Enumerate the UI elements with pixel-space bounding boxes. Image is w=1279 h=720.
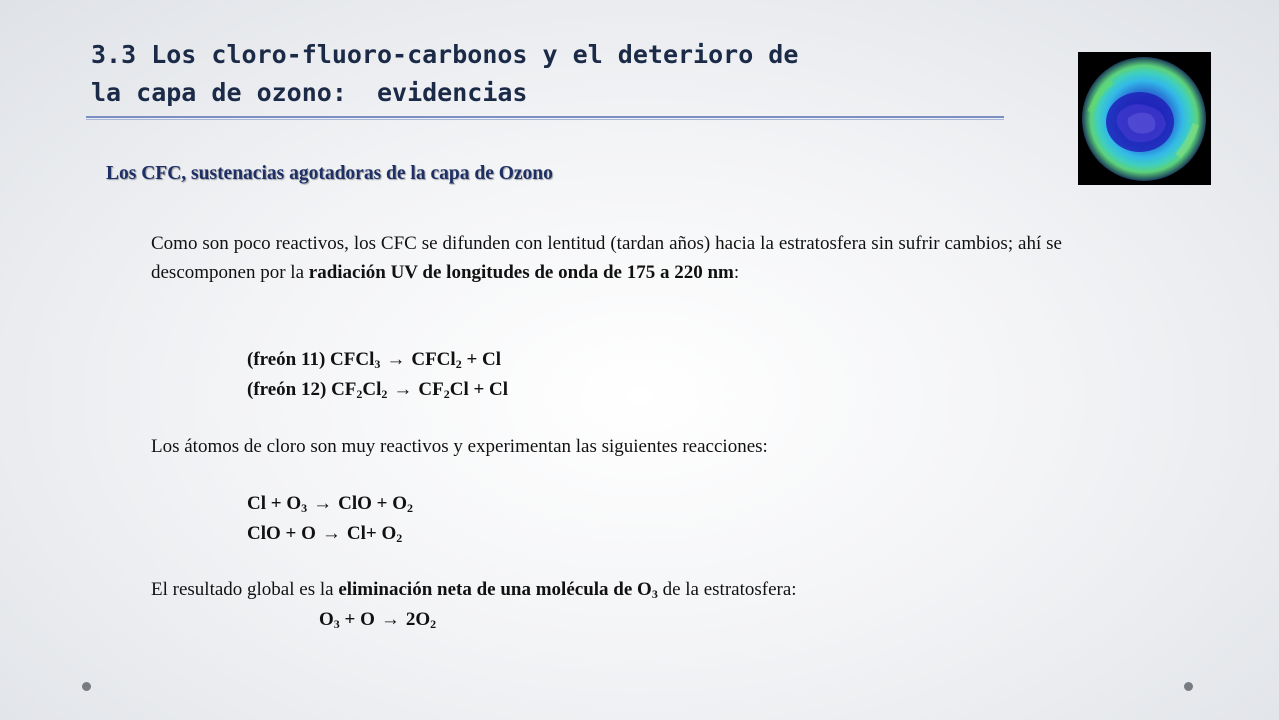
eq2-sub: 2: [381, 387, 388, 401]
result-bold-text: eliminación neta de una molécula de O: [338, 579, 652, 600]
section-subtitle: Los CFC, sustenacias agotadoras de la capa de Ozono: [106, 163, 553, 184]
eq1-reactant: (freón 11) CFCl: [247, 349, 375, 370]
equation-net: [319, 605, 436, 634]
eq5-reactant: O: [319, 609, 334, 630]
ozone-hole-globe-icon: [1078, 52, 1211, 185]
eq1-sub: 2: [455, 357, 462, 371]
equation-freon-11: [247, 345, 501, 374]
equation-freon-12: [247, 375, 508, 404]
eq1-product-2: + Cl: [461, 349, 502, 370]
right-arrow-icon: →: [393, 379, 413, 400]
result-text-end: de la estratosfera:: [657, 579, 797, 600]
eq2-product: CF: [418, 379, 444, 400]
right-arrow-icon: →: [313, 493, 333, 514]
eq5-sub: 2: [430, 617, 437, 631]
next-slide-dot[interactable]: [1184, 682, 1193, 691]
eq2-sub: 2: [356, 387, 363, 401]
result-sub: 3: [651, 587, 658, 601]
result-highlight: [338, 579, 658, 600]
intro-highlight: radiación UV de longitudes de onda de 175 a 220 nm: [308, 262, 734, 283]
right-arrow-icon: →: [386, 349, 406, 370]
result-text: El resultado global es la: [151, 579, 339, 600]
eq1-product: CFCl: [411, 349, 456, 370]
ozone-hole-globe-image: [1078, 52, 1211, 185]
equation-clo-o: [247, 519, 402, 548]
chlorine-paragraph: Los átomos de cloro son muy reactivos y experimentan las siguientes reacciones:: [151, 436, 768, 457]
eq4-product: Cl+ O: [346, 523, 397, 544]
eq3-reactant: Cl + O: [247, 493, 302, 514]
intro-text: Como son poco reactivos, los CFC se difunden con lentitud (tardan años) hacia la estratosfera sin sufrir cambios; ahí se descomponen por la: [151, 233, 1062, 283]
eq5-sub: 3: [333, 617, 340, 631]
eq4-reactant: ClO + O: [247, 523, 316, 544]
eq3-product: ClO + O: [338, 493, 407, 514]
eq3-sub: 2: [407, 501, 413, 515]
eq5-product: 2O: [405, 609, 431, 630]
intro-end: :: [733, 262, 740, 283]
eq1-sub: 3: [374, 357, 381, 371]
eq3-sub: 3: [301, 501, 308, 515]
slide-title-line-1: 3.3 Los cloro-fluoro-carbonos y el deterioro de: [91, 40, 799, 69]
result-paragraph: [151, 575, 1062, 604]
intro-paragraph: [151, 229, 1062, 287]
right-arrow-icon: →: [321, 523, 341, 544]
right-arrow-icon: →: [380, 609, 400, 630]
eq2-reactant-2: Cl: [362, 379, 382, 400]
previous-slide-dot[interactable]: [82, 682, 91, 691]
eq2-product-2: Cl + Cl: [449, 379, 509, 400]
slide-title-line-2: la capa de ozono: evidencias: [91, 78, 528, 107]
title-underline: [86, 116, 1004, 120]
eq4-sub: 2: [396, 531, 403, 545]
slide-title: [91, 36, 991, 112]
eq2-reactant: (freón 12) CF: [247, 379, 357, 400]
eq2-sub: 2: [443, 387, 450, 401]
equation-cl-o3: [247, 489, 413, 518]
eq5-reactant-2: + O: [339, 609, 375, 630]
